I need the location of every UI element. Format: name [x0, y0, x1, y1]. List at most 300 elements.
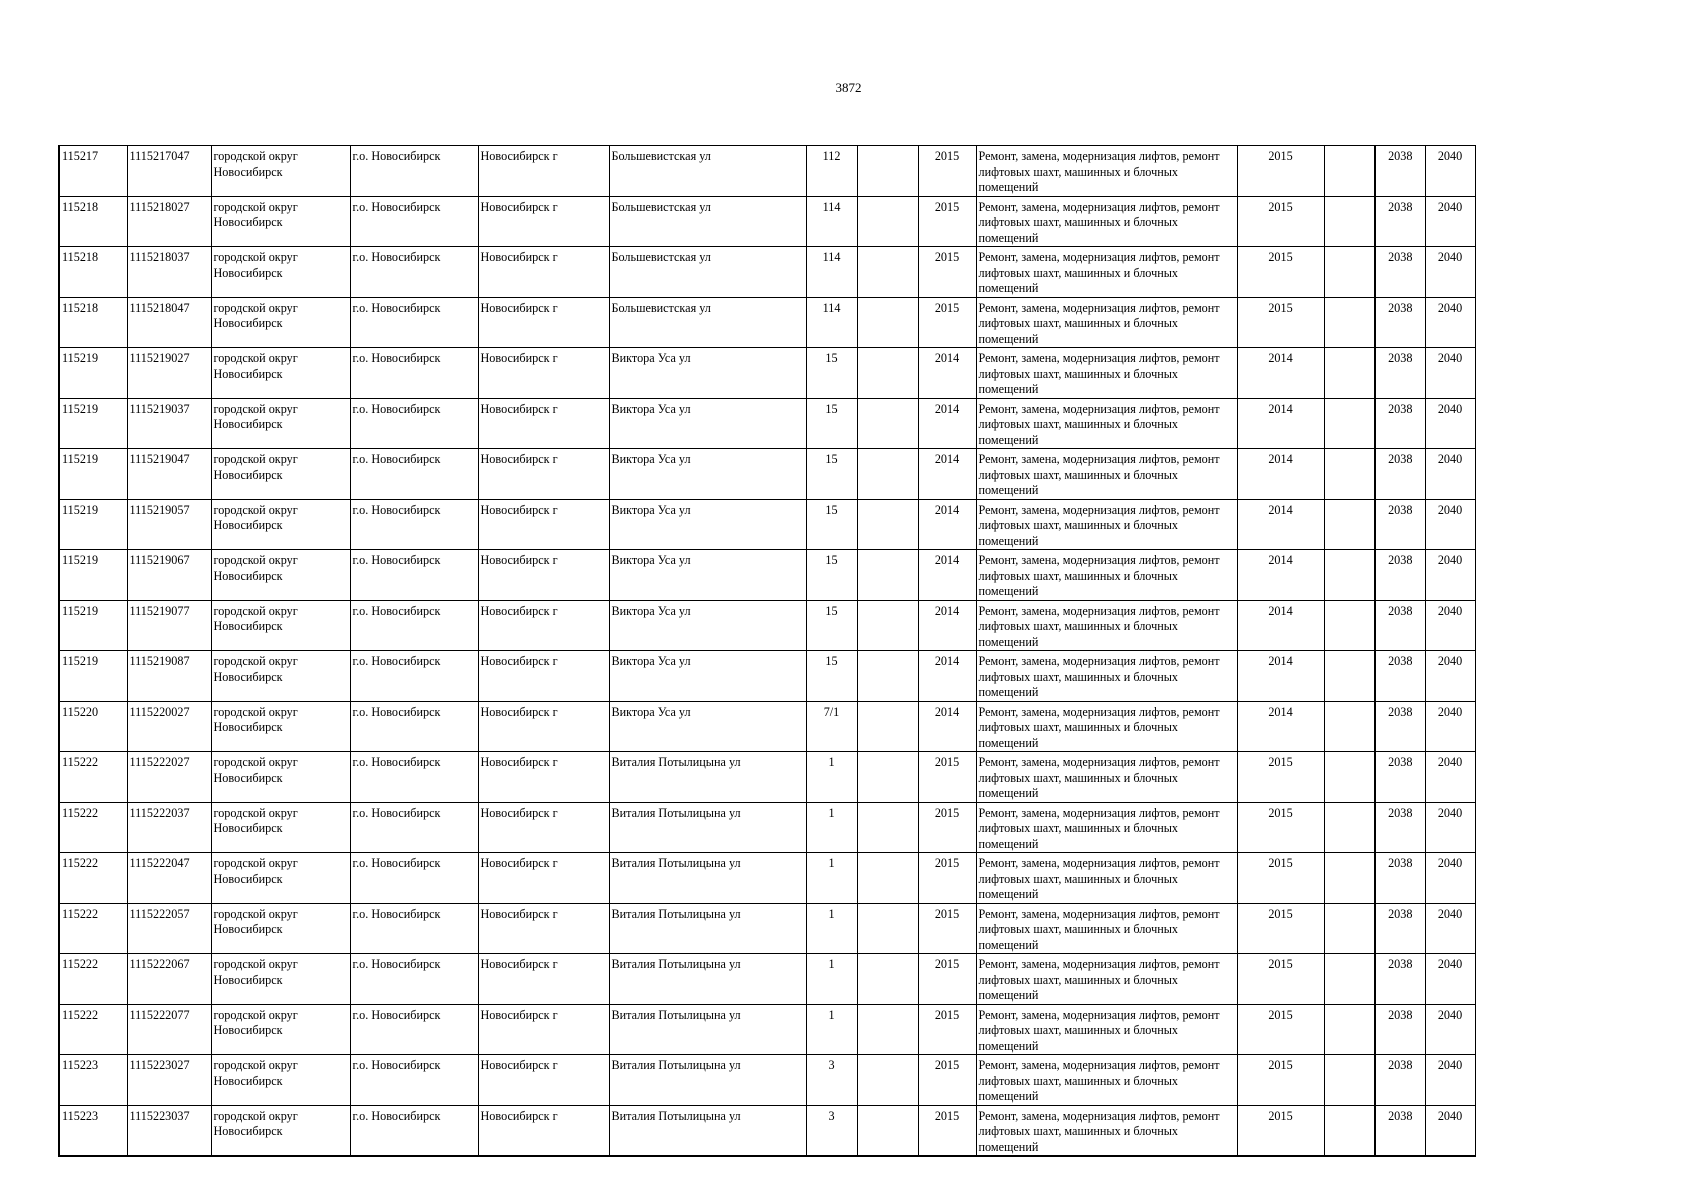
cell-house-number: 15 — [806, 348, 857, 399]
cell-work-type: Ремонт, замена, модернизация лифтов, ремонт лифтовых шахт, машинных и блочных помещений — [976, 196, 1237, 247]
cell-record-id: 115220 — [59, 701, 127, 752]
cell-work-type: Ремонт, замена, модернизация лифтов, ремонт лифтовых шахт, машинных и блочных помещений — [976, 701, 1237, 752]
cell-record-id: 115222 — [59, 1004, 127, 1055]
cell-building — [857, 196, 918, 247]
cell-record-id: 115218 — [59, 247, 127, 298]
cell-survey-year: 2014 — [1237, 449, 1324, 500]
cell-settlement: Новосибирск г — [478, 1055, 609, 1106]
table-row — [59, 651, 1475, 702]
cell-municipal-abbr: г.о. Новосибирск — [350, 398, 478, 449]
cell-object-code: 1115218027 — [127, 196, 211, 247]
cell-commissioning-year: 2014 — [918, 550, 976, 601]
cell-municipality: городской округ Новосибирск — [211, 903, 350, 954]
table-row — [59, 196, 1475, 247]
cell-blank — [1324, 196, 1375, 247]
cell-house-number: 112 — [806, 146, 857, 197]
cell-street: Большевистская ул — [609, 297, 806, 348]
cell-street: Виктора Уса ул — [609, 348, 806, 399]
cell-settlement: Новосибирск г — [478, 550, 609, 601]
cell-object-code: 1115218037 — [127, 247, 211, 298]
cell-planned-year-start: 2038 — [1375, 853, 1425, 904]
cell-work-type: Ремонт, замена, модернизация лифтов, ремонт лифтовых шахт, машинных и блочных помещений — [976, 752, 1237, 803]
cell-planned-year-start: 2038 — [1375, 954, 1425, 1005]
cell-blank — [1324, 954, 1375, 1005]
cell-settlement: Новосибирск г — [478, 752, 609, 803]
cell-municipal-abbr: г.о. Новосибирск — [350, 853, 478, 904]
cell-municipal-abbr: г.о. Новосибирск — [350, 1105, 478, 1156]
cell-settlement: Новосибирск г — [478, 398, 609, 449]
cell-municipality: городской округ Новосибирск — [211, 196, 350, 247]
cell-street: Виктора Уса ул — [609, 701, 806, 752]
cell-municipal-abbr: г.о. Новосибирск — [350, 802, 478, 853]
cell-object-code: 1115222057 — [127, 903, 211, 954]
cell-work-type: Ремонт, замена, модернизация лифтов, ремонт лифтовых шахт, машинных и блочных помещений — [976, 651, 1237, 702]
table-row — [59, 1055, 1475, 1106]
cell-record-id: 115219 — [59, 550, 127, 601]
cell-planned-year-start: 2038 — [1375, 348, 1425, 399]
cell-building — [857, 752, 918, 803]
cell-street: Виктора Уса ул — [609, 550, 806, 601]
cell-municipality: городской округ Новосибирск — [211, 651, 350, 702]
cell-planned-year-end: 2040 — [1425, 954, 1475, 1005]
cell-municipality: городской округ Новосибирск — [211, 146, 350, 197]
cell-planned-year-start: 2038 — [1375, 651, 1425, 702]
cell-municipality: городской округ Новосибирск — [211, 449, 350, 500]
cell-survey-year: 2015 — [1237, 853, 1324, 904]
cell-house-number: 3 — [806, 1105, 857, 1156]
cell-blank — [1324, 701, 1375, 752]
cell-building — [857, 1055, 918, 1106]
cell-work-type: Ремонт, замена, модернизация лифтов, ремонт лифтовых шахт, машинных и блочных помещений — [976, 247, 1237, 298]
cell-street: Виктора Уса ул — [609, 499, 806, 550]
table-row — [59, 247, 1475, 298]
cell-planned-year-start: 2038 — [1375, 196, 1425, 247]
cell-object-code: 1115222027 — [127, 752, 211, 803]
cell-municipality: городской округ Новосибирск — [211, 802, 350, 853]
cell-commissioning-year: 2014 — [918, 449, 976, 500]
cell-municipal-abbr: г.о. Новосибирск — [350, 550, 478, 601]
cell-blank — [1324, 146, 1375, 197]
cell-survey-year: 2014 — [1237, 600, 1324, 651]
cell-street: Большевистская ул — [609, 196, 806, 247]
cell-municipal-abbr: г.о. Новосибирск — [350, 1004, 478, 1055]
cell-work-type: Ремонт, замена, модернизация лифтов, ремонт лифтовых шахт, машинных и блочных помещений — [976, 954, 1237, 1005]
cell-commissioning-year: 2015 — [918, 853, 976, 904]
cell-street: Виталия Потылицына ул — [609, 853, 806, 904]
cell-street: Виталия Потылицына ул — [609, 1055, 806, 1106]
cell-planned-year-start: 2038 — [1375, 146, 1425, 197]
cell-building — [857, 550, 918, 601]
cell-house-number: 1 — [806, 954, 857, 1005]
cell-object-code: 1115223037 — [127, 1105, 211, 1156]
cell-blank — [1324, 1004, 1375, 1055]
cell-street: Виталия Потылицына ул — [609, 1105, 806, 1156]
cell-commissioning-year: 2014 — [918, 651, 976, 702]
cell-planned-year-end: 2040 — [1425, 1105, 1475, 1156]
cell-municipal-abbr: г.о. Новосибирск — [350, 752, 478, 803]
cell-settlement: Новосибирск г — [478, 903, 609, 954]
cell-building — [857, 954, 918, 1005]
cell-municipal-abbr: г.о. Новосибирск — [350, 196, 478, 247]
cell-street: Виталия Потылицына ул — [609, 903, 806, 954]
cell-record-id: 115223 — [59, 1105, 127, 1156]
cell-settlement: Новосибирск г — [478, 600, 609, 651]
cell-object-code: 1115219087 — [127, 651, 211, 702]
cell-municipality: городской округ Новосибирск — [211, 550, 350, 601]
cell-building — [857, 903, 918, 954]
cell-object-code: 1115217047 — [127, 146, 211, 197]
table-row — [59, 752, 1475, 803]
cell-planned-year-end: 2040 — [1425, 651, 1475, 702]
cell-survey-year: 2015 — [1237, 954, 1324, 1005]
cell-settlement: Новосибирск г — [478, 954, 609, 1005]
cell-commissioning-year: 2015 — [918, 903, 976, 954]
table-row — [59, 398, 1475, 449]
cell-object-code: 1115222077 — [127, 1004, 211, 1055]
cell-object-code: 1115219057 — [127, 499, 211, 550]
cell-object-code: 1115219077 — [127, 600, 211, 651]
cell-municipal-abbr: г.о. Новосибирск — [350, 348, 478, 399]
cell-settlement: Новосибирск г — [478, 449, 609, 500]
cell-house-number: 1 — [806, 853, 857, 904]
cell-house-number: 1 — [806, 1004, 857, 1055]
cell-settlement: Новосибирск г — [478, 651, 609, 702]
cell-commissioning-year: 2015 — [918, 1105, 976, 1156]
cell-building — [857, 853, 918, 904]
cell-work-type: Ремонт, замена, модернизация лифтов, ремонт лифтовых шахт, машинных и блочных помещений — [976, 499, 1237, 550]
cell-municipal-abbr: г.о. Новосибирск — [350, 297, 478, 348]
cell-blank — [1324, 449, 1375, 500]
cell-municipality: городской округ Новосибирск — [211, 600, 350, 651]
cell-building — [857, 701, 918, 752]
cell-settlement: Новосибирск г — [478, 196, 609, 247]
cell-building — [857, 247, 918, 298]
cell-building — [857, 398, 918, 449]
cell-work-type: Ремонт, замена, модернизация лифтов, ремонт лифтовых шахт, машинных и блочных помещений — [976, 146, 1237, 197]
cell-blank — [1324, 651, 1375, 702]
cell-street: Виктора Уса ул — [609, 449, 806, 500]
cell-planned-year-start: 2038 — [1375, 297, 1425, 348]
cell-blank — [1324, 348, 1375, 399]
cell-planned-year-end: 2040 — [1425, 600, 1475, 651]
cell-object-code: 1115219047 — [127, 449, 211, 500]
cell-record-id: 115222 — [59, 903, 127, 954]
cell-work-type: Ремонт, замена, модернизация лифтов, ремонт лифтовых шахт, машинных и блочных помещений — [976, 802, 1237, 853]
cell-blank — [1324, 297, 1375, 348]
cell-house-number: 15 — [806, 550, 857, 601]
cell-object-code: 1115218047 — [127, 297, 211, 348]
table-row — [59, 297, 1475, 348]
cell-blank — [1324, 1055, 1375, 1106]
cell-survey-year: 2015 — [1237, 903, 1324, 954]
cell-object-code: 1115220027 — [127, 701, 211, 752]
cell-planned-year-start: 2038 — [1375, 1055, 1425, 1106]
cell-record-id: 115219 — [59, 651, 127, 702]
cell-commissioning-year: 2015 — [918, 954, 976, 1005]
cell-planned-year-end: 2040 — [1425, 146, 1475, 197]
cell-survey-year: 2014 — [1237, 550, 1324, 601]
cell-record-id: 115219 — [59, 398, 127, 449]
cell-building — [857, 146, 918, 197]
table-row — [59, 1105, 1475, 1156]
cell-building — [857, 802, 918, 853]
cell-building — [857, 449, 918, 500]
cell-house-number: 3 — [806, 1055, 857, 1106]
cell-settlement: Новосибирск г — [478, 247, 609, 298]
cell-house-number: 114 — [806, 297, 857, 348]
table-row — [59, 550, 1475, 601]
cell-planned-year-start: 2038 — [1375, 903, 1425, 954]
cell-record-id: 115222 — [59, 954, 127, 1005]
cell-municipal-abbr: г.о. Новосибирск — [350, 954, 478, 1005]
cell-municipality: городской округ Новосибирск — [211, 954, 350, 1005]
cell-work-type: Ремонт, замена, модернизация лифтов, ремонт лифтовых шахт, машинных и блочных помещений — [976, 297, 1237, 348]
cell-record-id: 115219 — [59, 600, 127, 651]
cell-object-code: 1115219037 — [127, 398, 211, 449]
cell-municipal-abbr: г.о. Новосибирск — [350, 1055, 478, 1106]
cell-house-number: 1 — [806, 752, 857, 803]
cell-commissioning-year: 2014 — [918, 499, 976, 550]
cell-settlement: Новосибирск г — [478, 348, 609, 399]
cell-work-type: Ремонт, замена, модернизация лифтов, ремонт лифтовых шахт, машинных и блочных помещений — [976, 449, 1237, 500]
cell-house-number: 1 — [806, 802, 857, 853]
cell-settlement: Новосибирск г — [478, 853, 609, 904]
cell-municipality: городской округ Новосибирск — [211, 297, 350, 348]
cell-planned-year-end: 2040 — [1425, 701, 1475, 752]
cell-survey-year: 2014 — [1237, 701, 1324, 752]
cell-street: Виталия Потылицына ул — [609, 752, 806, 803]
cell-commissioning-year: 2015 — [918, 752, 976, 803]
cell-planned-year-start: 2038 — [1375, 802, 1425, 853]
cell-record-id: 115218 — [59, 297, 127, 348]
table-row — [59, 600, 1475, 651]
table-row — [59, 954, 1475, 1005]
cell-survey-year: 2015 — [1237, 297, 1324, 348]
cell-municipality: городской округ Новосибирск — [211, 1105, 350, 1156]
cell-house-number: 114 — [806, 247, 857, 298]
registry-table — [58, 145, 1476, 1157]
cell-commissioning-year: 2015 — [918, 802, 976, 853]
cell-record-id: 115222 — [59, 853, 127, 904]
cell-municipality: городской округ Новосибирск — [211, 853, 350, 904]
cell-survey-year: 2015 — [1237, 1004, 1324, 1055]
cell-survey-year: 2015 — [1237, 247, 1324, 298]
cell-work-type: Ремонт, замена, модернизация лифтов, ремонт лифтовых шахт, машинных и блочных помещений — [976, 1105, 1237, 1156]
cell-survey-year: 2015 — [1237, 752, 1324, 803]
cell-planned-year-end: 2040 — [1425, 853, 1475, 904]
cell-planned-year-end: 2040 — [1425, 398, 1475, 449]
cell-planned-year-start: 2038 — [1375, 701, 1425, 752]
cell-planned-year-end: 2040 — [1425, 247, 1475, 298]
cell-planned-year-end: 2040 — [1425, 196, 1475, 247]
cell-settlement: Новосибирск г — [478, 1004, 609, 1055]
cell-survey-year: 2015 — [1237, 802, 1324, 853]
cell-municipality: городской округ Новосибирск — [211, 398, 350, 449]
cell-commissioning-year: 2015 — [918, 1004, 976, 1055]
cell-street: Виктора Уса ул — [609, 398, 806, 449]
cell-survey-year: 2014 — [1237, 499, 1324, 550]
cell-record-id: 115219 — [59, 449, 127, 500]
cell-building — [857, 348, 918, 399]
table-row — [59, 449, 1475, 500]
table-row — [59, 802, 1475, 853]
page-number: 3872 — [835, 80, 862, 95]
cell-planned-year-start: 2038 — [1375, 600, 1425, 651]
cell-house-number: 114 — [806, 196, 857, 247]
cell-commissioning-year: 2015 — [918, 1055, 976, 1106]
cell-planned-year-start: 2038 — [1375, 752, 1425, 803]
cell-street: Виталия Потылицына ул — [609, 954, 806, 1005]
cell-planned-year-end: 2040 — [1425, 499, 1475, 550]
table-row — [59, 499, 1475, 550]
cell-blank — [1324, 398, 1375, 449]
cell-street: Виктора Уса ул — [609, 600, 806, 651]
cell-planned-year-start: 2038 — [1375, 499, 1425, 550]
cell-planned-year-end: 2040 — [1425, 903, 1475, 954]
cell-planned-year-end: 2040 — [1425, 1004, 1475, 1055]
cell-municipality: городской округ Новосибирск — [211, 752, 350, 803]
table-row — [59, 853, 1475, 904]
cell-municipality: городской округ Новосибирск — [211, 348, 350, 399]
cell-municipal-abbr: г.о. Новосибирск — [350, 247, 478, 298]
cell-blank — [1324, 752, 1375, 803]
cell-work-type: Ремонт, замена, модернизация лифтов, ремонт лифтовых шахт, машинных и блочных помещений — [976, 600, 1237, 651]
cell-planned-year-end: 2040 — [1425, 752, 1475, 803]
cell-record-id: 115217 — [59, 146, 127, 197]
cell-planned-year-start: 2038 — [1375, 398, 1425, 449]
cell-work-type: Ремонт, замена, модернизация лифтов, ремонт лифтовых шахт, машинных и блочных помещений — [976, 903, 1237, 954]
cell-municipal-abbr: г.о. Новосибирск — [350, 499, 478, 550]
cell-house-number: 15 — [806, 651, 857, 702]
cell-house-number: 1 — [806, 903, 857, 954]
cell-house-number: 15 — [806, 449, 857, 500]
cell-planned-year-end: 2040 — [1425, 348, 1475, 399]
cell-commissioning-year: 2014 — [918, 398, 976, 449]
cell-street: Виталия Потылицына ул — [609, 802, 806, 853]
cell-municipality: городской округ Новосибирск — [211, 1004, 350, 1055]
cell-settlement: Новосибирск г — [478, 1105, 609, 1156]
cell-settlement: Новосибирск г — [478, 297, 609, 348]
cell-commissioning-year: 2015 — [918, 297, 976, 348]
cell-municipality: городской округ Новосибирск — [211, 1055, 350, 1106]
cell-street: Виталия Потылицына ул — [609, 1004, 806, 1055]
cell-planned-year-start: 2038 — [1375, 1105, 1425, 1156]
cell-house-number: 15 — [806, 600, 857, 651]
cell-survey-year: 2014 — [1237, 348, 1324, 399]
cell-object-code: 1115219067 — [127, 550, 211, 601]
cell-blank — [1324, 1105, 1375, 1156]
cell-settlement: Новосибирск г — [478, 499, 609, 550]
cell-building — [857, 1004, 918, 1055]
cell-planned-year-start: 2038 — [1375, 247, 1425, 298]
cell-municipal-abbr: г.о. Новосибирск — [350, 651, 478, 702]
cell-municipal-abbr: г.о. Новосибирск — [350, 600, 478, 651]
cell-street: Виктора Уса ул — [609, 651, 806, 702]
cell-work-type: Ремонт, замена, модернизация лифтов, ремонт лифтовых шахт, машинных и блочных помещений — [976, 398, 1237, 449]
cell-municipal-abbr: г.о. Новосибирск — [350, 449, 478, 500]
cell-record-id: 115219 — [59, 348, 127, 399]
cell-commissioning-year: 2014 — [918, 348, 976, 399]
cell-work-type: Ремонт, замена, модернизация лифтов, ремонт лифтовых шахт, машинных и блочных помещений — [976, 348, 1237, 399]
cell-settlement: Новосибирск г — [478, 701, 609, 752]
cell-planned-year-start: 2038 — [1375, 1004, 1425, 1055]
cell-record-id: 115219 — [59, 499, 127, 550]
cell-blank — [1324, 600, 1375, 651]
cell-work-type: Ремонт, замена, модернизация лифтов, ремонт лифтовых шахт, машинных и блочных помещений — [976, 853, 1237, 904]
cell-object-code: 1115222047 — [127, 853, 211, 904]
cell-object-code: 1115222067 — [127, 954, 211, 1005]
table-row — [59, 146, 1475, 197]
cell-building — [857, 297, 918, 348]
table-row — [59, 348, 1475, 399]
cell-street: Большевистская ул — [609, 247, 806, 298]
cell-record-id: 115223 — [59, 1055, 127, 1106]
cell-planned-year-end: 2040 — [1425, 1055, 1475, 1106]
cell-object-code: 1115223027 — [127, 1055, 211, 1106]
cell-commissioning-year: 2014 — [918, 701, 976, 752]
table-row — [59, 701, 1475, 752]
cell-blank — [1324, 802, 1375, 853]
cell-blank — [1324, 853, 1375, 904]
table-row — [59, 1004, 1475, 1055]
cell-building — [857, 499, 918, 550]
cell-settlement: Новосибирск г — [478, 146, 609, 197]
cell-record-id: 115218 — [59, 196, 127, 247]
cell-municipal-abbr: г.о. Новосибирск — [350, 146, 478, 197]
cell-building — [857, 600, 918, 651]
cell-planned-year-end: 2040 — [1425, 802, 1475, 853]
cell-survey-year: 2014 — [1237, 651, 1324, 702]
cell-planned-year-end: 2040 — [1425, 297, 1475, 348]
cell-survey-year: 2015 — [1237, 1105, 1324, 1156]
cell-planned-year-end: 2040 — [1425, 550, 1475, 601]
cell-settlement: Новосибирск г — [478, 802, 609, 853]
cell-survey-year: 2014 — [1237, 398, 1324, 449]
cell-commissioning-year: 2015 — [918, 196, 976, 247]
cell-planned-year-end: 2040 — [1425, 449, 1475, 500]
cell-house-number: 7/1 — [806, 701, 857, 752]
cell-house-number: 15 — [806, 499, 857, 550]
cell-municipality: городской округ Новосибирск — [211, 499, 350, 550]
cell-work-type: Ремонт, замена, модернизация лифтов, ремонт лифтовых шахт, машинных и блочных помещений — [976, 1055, 1237, 1106]
cell-street: Большевистская ул — [609, 146, 806, 197]
cell-house-number: 15 — [806, 398, 857, 449]
cell-work-type: Ремонт, замена, модернизация лифтов, ремонт лифтовых шахт, машинных и блочных помещений — [976, 1004, 1237, 1055]
cell-record-id: 115222 — [59, 802, 127, 853]
cell-municipal-abbr: г.о. Новосибирск — [350, 701, 478, 752]
cell-blank — [1324, 247, 1375, 298]
cell-building — [857, 651, 918, 702]
cell-building — [857, 1105, 918, 1156]
cell-survey-year: 2015 — [1237, 196, 1324, 247]
cell-work-type: Ремонт, замена, модернизация лифтов, ремонт лифтовых шахт, машинных и блочных помещений — [976, 550, 1237, 601]
cell-object-code: 1115222037 — [127, 802, 211, 853]
cell-commissioning-year: 2015 — [918, 247, 976, 298]
cell-blank — [1324, 499, 1375, 550]
table-row — [59, 903, 1475, 954]
cell-object-code: 1115219027 — [127, 348, 211, 399]
cell-planned-year-start: 2038 — [1375, 449, 1425, 500]
cell-record-id: 115222 — [59, 752, 127, 803]
cell-planned-year-start: 2038 — [1375, 550, 1425, 601]
cell-survey-year: 2015 — [1237, 1055, 1324, 1106]
cell-municipal-abbr: г.о. Новосибирск — [350, 903, 478, 954]
cell-blank — [1324, 903, 1375, 954]
cell-municipality: городской округ Новосибирск — [211, 247, 350, 298]
cell-blank — [1324, 550, 1375, 601]
cell-survey-year: 2015 — [1237, 146, 1324, 197]
cell-municipality: городской округ Новосибирск — [211, 701, 350, 752]
